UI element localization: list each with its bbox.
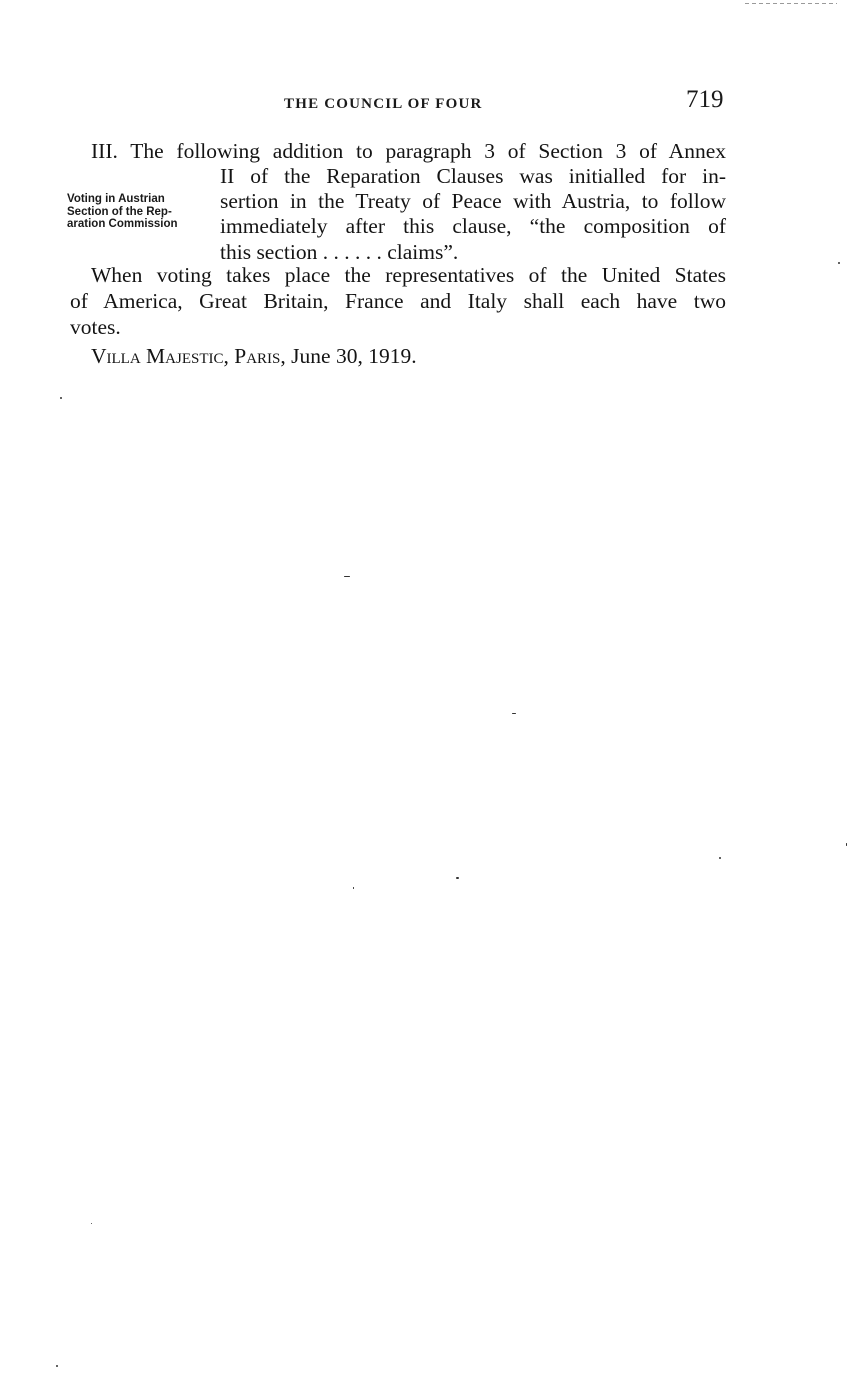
paragraph-1-line-5: this section . . . . . . claims”. — [220, 240, 459, 264]
scan-speck — [719, 857, 721, 859]
running-head: THE COUNCIL OF FOUR — [284, 96, 483, 112]
margin-note-line: Section of the Rep- — [67, 205, 172, 218]
page-number: 719 — [686, 86, 724, 113]
margin-note-line: Voting in Austrian — [67, 193, 165, 205]
dateline-date: June 30, 1919. — [291, 344, 417, 368]
paragraph-1-line-4: immediately after this clause, “the composition of — [220, 214, 726, 238]
margin-note-line: aration Commission — [67, 218, 178, 230]
scan-speck — [56, 1365, 58, 1367]
scan-speck — [846, 843, 847, 846]
scan-speck — [344, 576, 350, 577]
scan-speck — [60, 397, 62, 399]
margin-note — [67, 193, 178, 231]
scan-speck — [456, 877, 459, 879]
scan-edge-mark — [745, 3, 837, 4]
scan-speck — [838, 262, 840, 264]
paragraph-2-line-1: When voting takes place the representatives of the United States — [91, 263, 726, 287]
dateline-place: Villa Majestic, Paris, — [91, 344, 286, 368]
scan-speck — [91, 1223, 92, 1224]
paragraph-2-line-3: votes. — [70, 315, 121, 339]
paragraph-1-line-2: II of the Reparation Clauses was initialled for in- — [220, 164, 726, 188]
scan-speck — [512, 713, 516, 714]
paragraph-1-line-1: III. The following addition to paragraph 3 of Section 3 of Annex — [91, 139, 726, 163]
paragraph-1-line-3: sertion in the Treaty of Peace with Austria, to follow — [220, 189, 726, 213]
paragraph-2-line-2: of America, Great Britain, France and Italy shall each have two — [70, 289, 726, 313]
scan-speck — [353, 887, 354, 889]
dateline — [91, 343, 417, 369]
